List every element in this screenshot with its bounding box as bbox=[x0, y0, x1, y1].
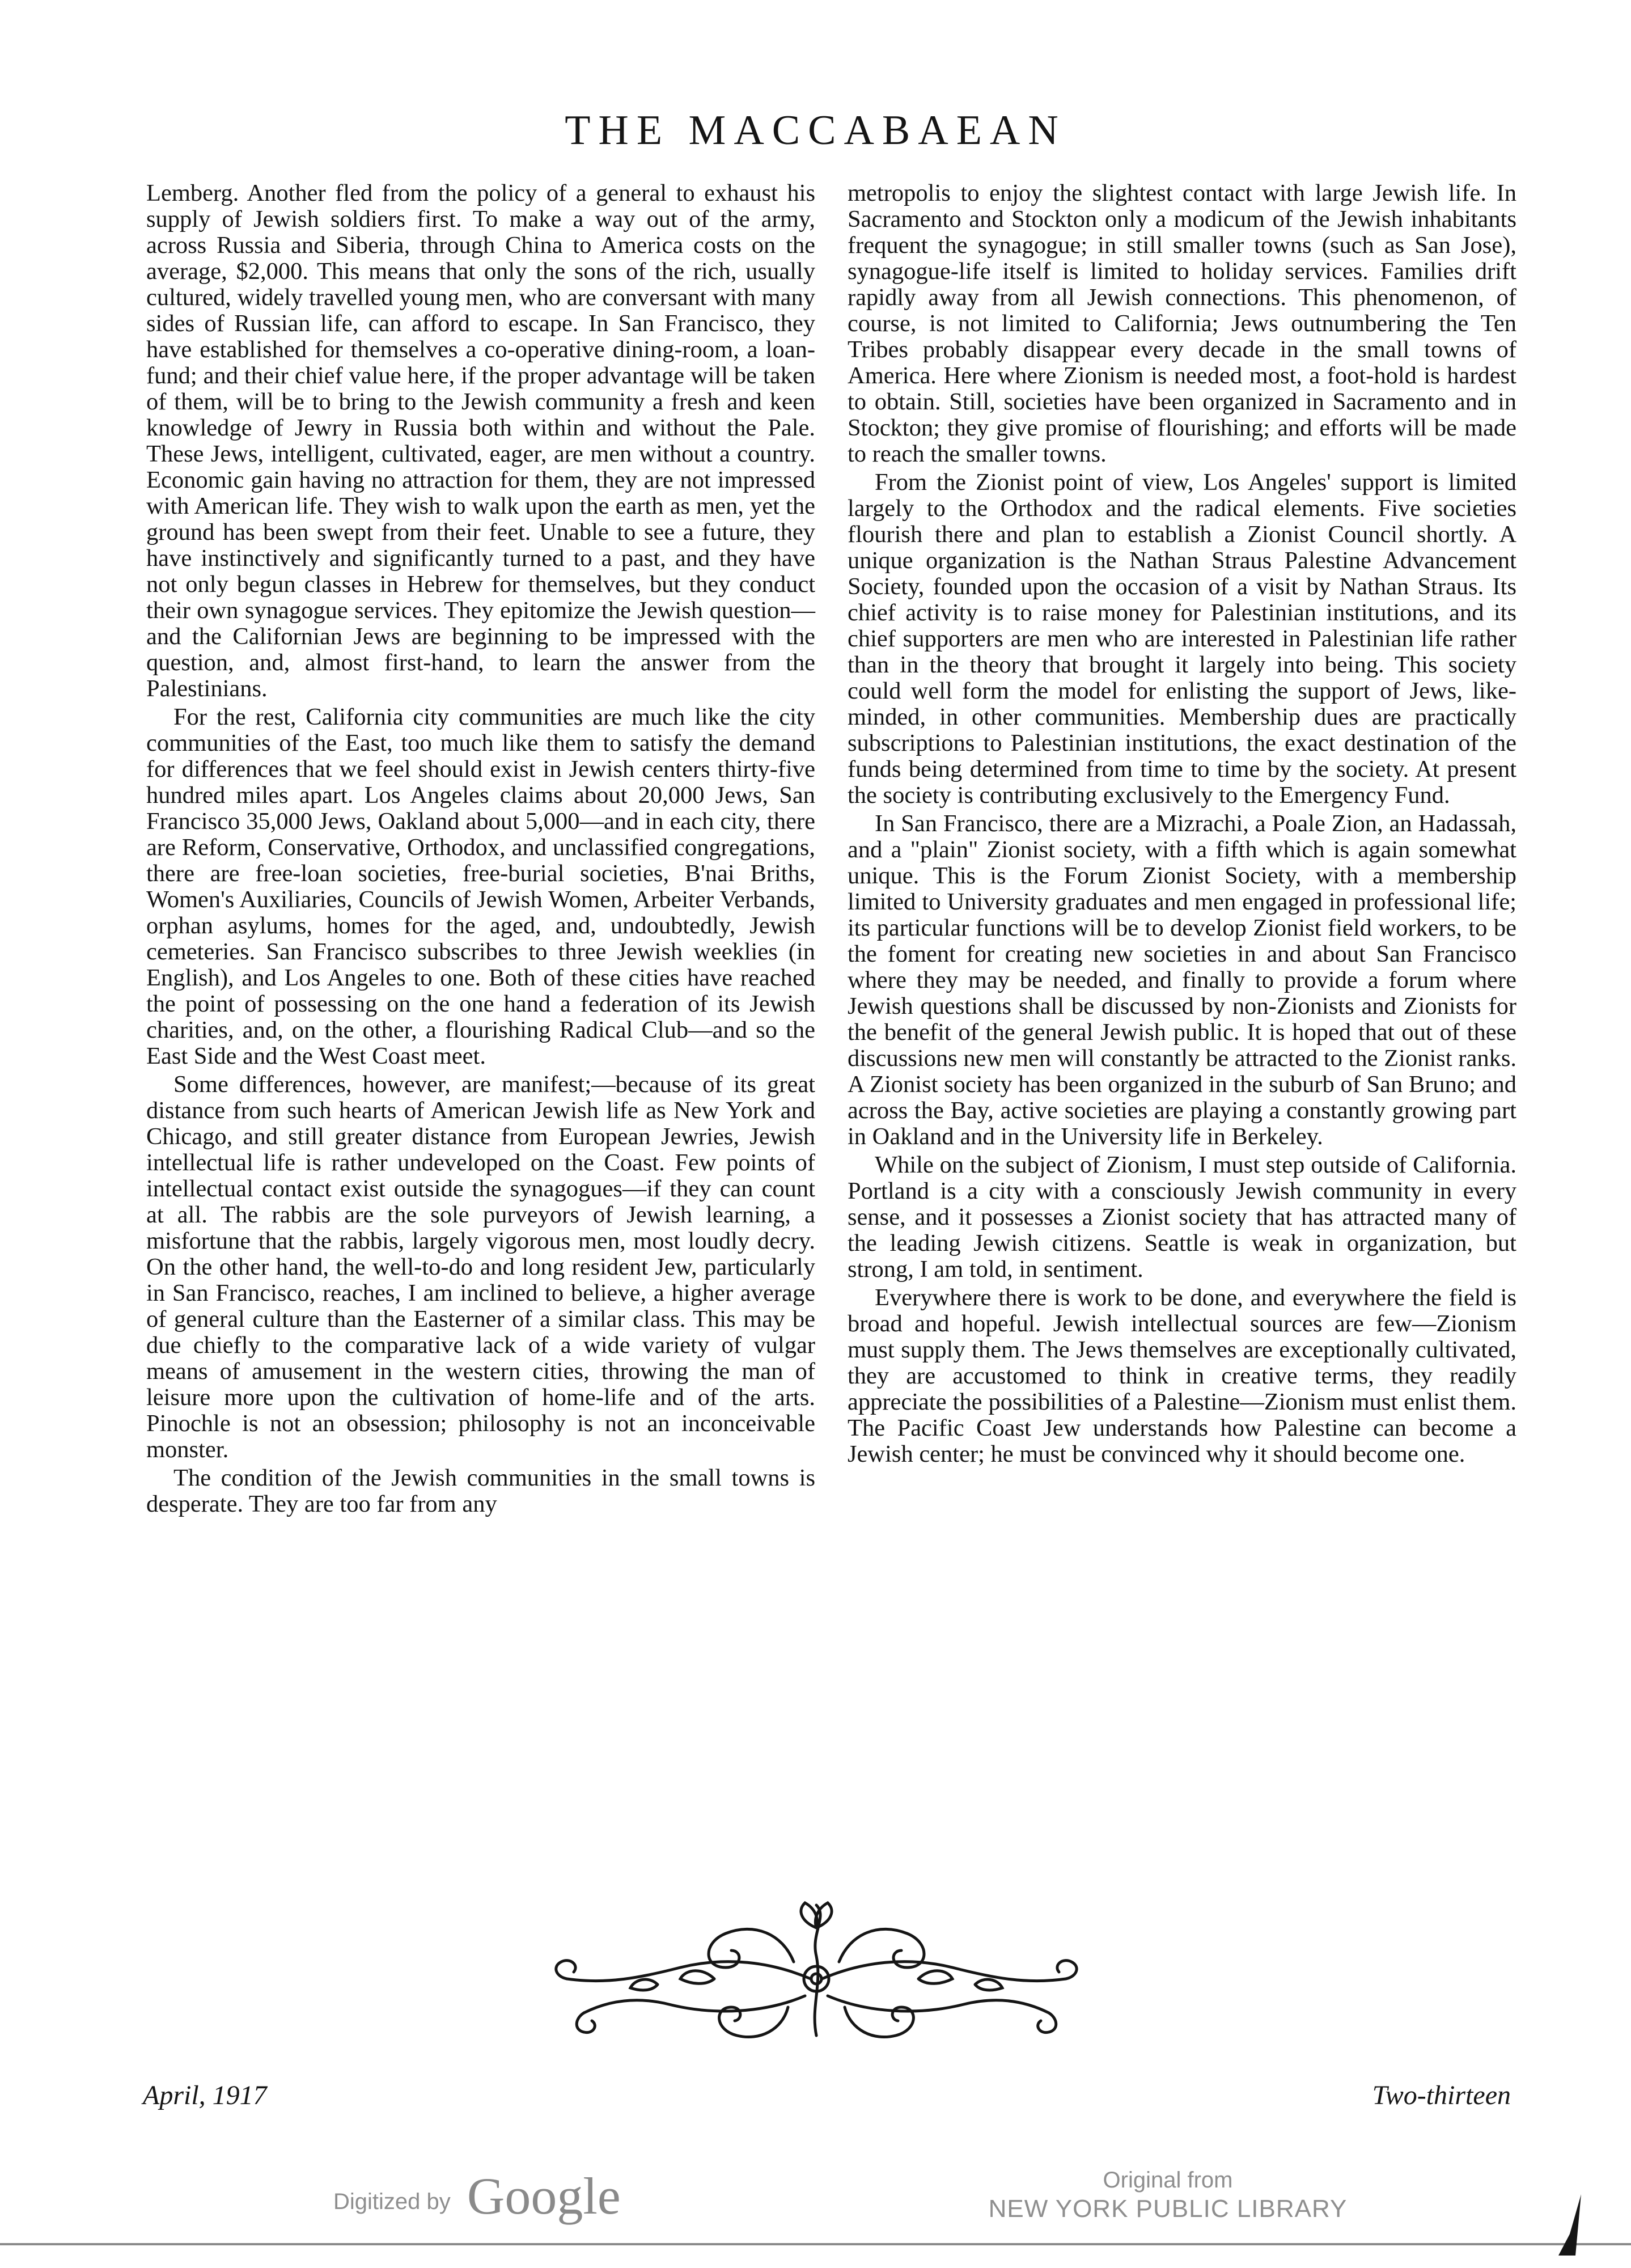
paragraph: While on the subject of Zionism, I must step outside of California. Portland is a city with a consciously Jewish community in every sense, and it possesses a Zionist society that has attracted many of the leading Jewish citizens. Seattle is weak in organization, but strong, I am told, in sentiment. bbox=[848, 1152, 1516, 1283]
digitized-by-watermark bbox=[333, 2166, 621, 2226]
paragraph: The condition of the Jewish communities in the small towns is desperate. They are too far from any bbox=[146, 1465, 815, 1517]
original-from-label: Original from bbox=[1103, 2168, 1233, 2193]
page-header bbox=[0, 107, 1631, 155]
floral-scroll-ornament-icon bbox=[544, 1894, 1088, 2053]
page-number: Two-thirteen bbox=[1372, 2080, 1511, 2110]
paragraph: For the rest, California city communities are much like the city communities of the East, too much like them to satisfy the demand for differences that we feel should exist in Jewish centers thirty-five hundred miles apart. Los Angeles claims about 20,000 Jews, San Francisco 35,000 Jews, Oakland about 5,000—and in each city, there are Reform, Conservative, Orthodox, and unclassified congregations, there are free-loan societies, free-burial societies, B'nai Briths, Women's Auxiliaries, Councils of Jewish Women, Arbeiter Verbands, orphan asylums, homes for the aged, and, undoubtedly, Jewish cemeteries. San Francisco subscribes to three Jewish weeklies (in English), and Los Angeles to one. Both of these cities have reached the point of possessing on the one hand a federation of its Jewish charities, and, on the other, a flourishing Radical Club—and so the East Side and the West Coast meet. bbox=[146, 704, 815, 1069]
paragraph: In San Francisco, there are a Mizrachi, a Poale Zion, an Hadassah, and a "plain" Zionist society, with a fifth which is again somewhat unique. This is the Forum Zionist Society, with a membership limited to University graduates and men engaged in professional life; its particular functions will be to develop Zionist field workers, to be the foment for creating new societies in and about San Francisco where they may be needed, and finally to provide a forum where Jewish questions shall be discussed by non-Zionists and Zionists for the benefit of the general Jewish public. It is hoped that out of these discussions new men will constantly be attracted to the Zionist ranks. A Zionist society has been organized in the suburb of San Bruno; and across the Bay, active societies are playing a constantly growing part in Oakland and in the University life in Berkeley. bbox=[848, 810, 1516, 1150]
paragraph: Everywhere there is work to be done, and everywhere the field is broad and hopeful. Jewish intellectual sources are few—Zionism must supply them. The Jews themselves are exceptionally cultivated, they are accustomed to think in creative terms, they readily appreciate the possibilities of a Palestine—Zionism must enlist them. The Pacific Coast Jew understands how Palestine can become a Jewish center; he must be convinced why it should become one. bbox=[848, 1284, 1516, 1467]
paragraph: Lemberg. Another fled from the policy of a general to exhaust his supply of Jewish soldiers first. To make a way out of the army, across Russia and Siberia, through China to America costs on the average, $2,000. This means that only the sons of the rich, usually cultured, widely travelled young men, who are conversant with many sides of Russian life, can afford to escape. In San Francisco, they have established for themselves a co-operative dining-room, a loan-fund; and their chief value here, if the proper advantage will be taken of them, will be to bring to the Jewish community a fresh and keen knowledge of Jewry in Russia both within and without the Pale. These Jews, intelligent, cultivated, eager, are men without a country. Economic gain having no attraction for them, they are not impressed with American life. They wish to walk upon the earth as men, yet the ground has been swept from their feet. Unable to see a future, they have instinctively and significantly turned to a past, and they have not only begun classes in Hebrew for themselves, but they conduct their own synagogue services. They epitomize the Jewish question—and the Californian Jews are beginning to be impressed with the question, and, almost first-hand, to learn the answer from the Palestinians. bbox=[146, 180, 815, 702]
paragraph: metropolis to enjoy the slightest contact with large Jewish life. In Sacramento and Stockton only a modicum of the Jewish inhabitants frequent the synagogue; in still smaller towns (such as San Jose), synagogue-life itself is limited to holiday services. Families drift rapidly away from all Jewish connections. This phenomenon, of course, is not limited to California; Jews outnumbering the Ten Tribes probably disappear every decade in the small towns of America. Here where Zionism is needed most, a foot-hold is hardest to obtain. Still, societies have been organized in Sacramento and in Stockton; they give promise of flourishing; and efforts will be made to reach the smaller towns. bbox=[848, 180, 1516, 467]
scan-edge-line bbox=[0, 2243, 1631, 2245]
right-column bbox=[848, 180, 1516, 1467]
left-column bbox=[146, 180, 815, 1517]
paragraph: Some differences, however, are manifest;—because of its great distance from such hearts of American Jewish life as New York and Chicago, and still greater distance from European Jewries, Jewish intellectual life is rather undeveloped on the Coast. Few points of intellectual contact exist outside the synagogues—if they can count at all. The rabbis are the sole purveyors of Jewish learning, a misfortune that the rabbis, largely vigorous men, most loudly decry. On the other hand, the well-to-do and long resident Jew, particularly in San Francisco, reaches, I am inclined to believe, a higher average of general culture than the Easterner of a similar class. This may be due chiefly to the comparative lack of a wide variety of vulgar means of amusement in the western cities, throwing the man of leisure more upon the cultivation of home-life and of the arts. Pinochle is not an obsession; philosophy is not an inconceivable monster. bbox=[146, 1071, 815, 1463]
library-name: NEW YORK PUBLIC LIBRARY bbox=[988, 2195, 1348, 2223]
google-logo: Google bbox=[467, 2167, 621, 2225]
library-attribution bbox=[964, 2166, 1372, 2224]
digitized-by-label: Digitized by bbox=[333, 2189, 451, 2214]
issue-date: April, 1917 bbox=[143, 2080, 267, 2110]
paragraph: From the Zionist point of view, Los Angeles' support is limited largely to the Orthodox and the radical elements. Five societies flourish there and plan to establish a Zionist Council shortly. A unique organization is the Nathan Straus Palestine Advancement Society, founded upon the occasion of a visit by Nathan Straus. Its chief activity is to raise money for Palestinian institutions, and its chief supporters are men who are interested in Palestinian life rather than in the theory that brought it largely into being. This society could well form the model for enlisting the support of Jews, like-minded, in other communities. Membership dues are practically subscriptions to Palestinian institutions, the exact destination of the funds being determined from time to time by the society. At present the society is contributing exclusively to the Emergency Fund. bbox=[848, 469, 1516, 809]
journal-title: THE MACCABAEAN bbox=[565, 107, 1066, 154]
scan-corner-mark-icon bbox=[1553, 2194, 1587, 2257]
